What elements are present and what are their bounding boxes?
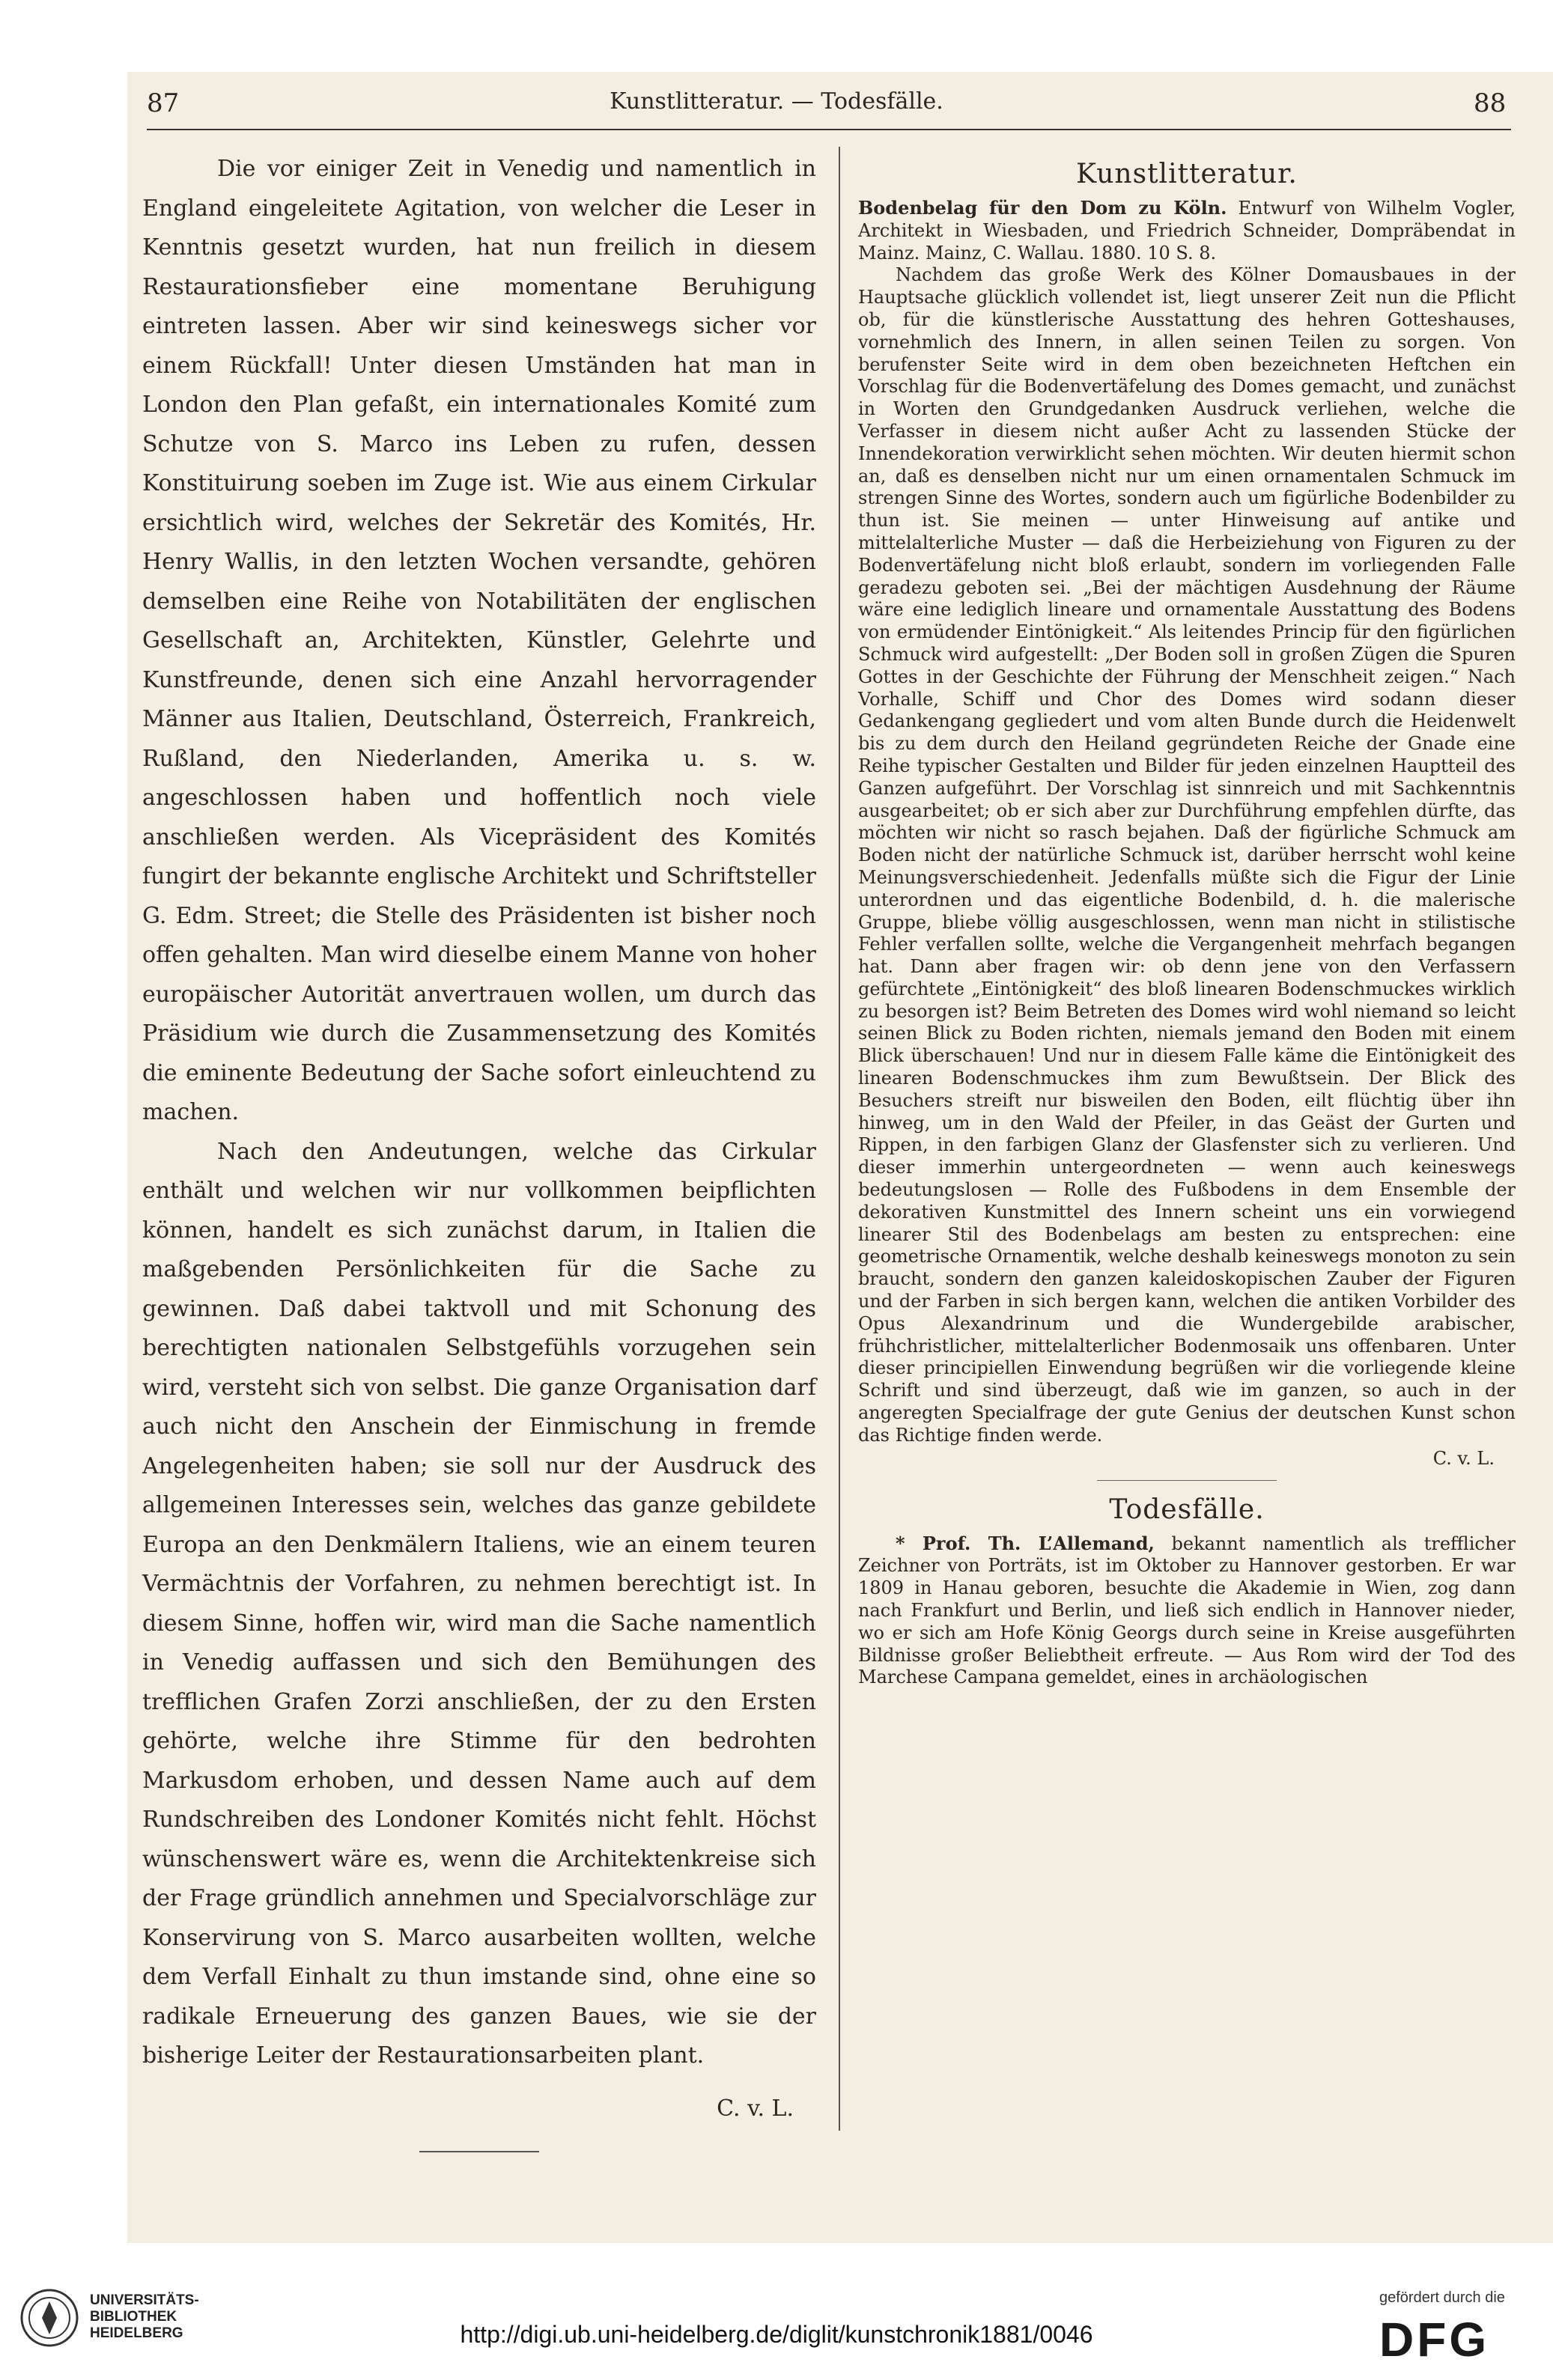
right-column bbox=[858, 150, 1516, 1689]
header-rule bbox=[147, 129, 1511, 130]
section-title-todesfaelle: Todesfälle. bbox=[1109, 1494, 1265, 1525]
dfg-logo: DFG bbox=[1379, 2313, 1490, 2367]
left-end-rule bbox=[419, 2151, 539, 2152]
library-name-line-2: BIBLIOTHEK bbox=[90, 2309, 177, 2325]
review-entry-biblio: Entwurf von Wilhelm Vogler, Architekt in Wiesbaden, und Friedrich Schneider, Dompräbendat in Mainz. Mainz, C. Wallau. 1880. 10 S. 8. bbox=[858, 198, 1516, 264]
column-divider bbox=[839, 147, 840, 2131]
funding-note: gefördert durch die bbox=[1379, 2289, 1505, 2306]
library-name-line-1: UNIVERSITÄTS- bbox=[90, 2292, 199, 2308]
left-paragraph-1: Die vor einiger Zeit in Venedig und namentlich in England eingeleitete Agitation, von welcher die Leser in Kenntnis gesetzt wurden, hat nun freilich in diesem Restaurationsfieber eine momentane Beruhigung eintreten lassen. Aber wir sind keineswegs sicher vor einem Rückfall! Unter diesen Umständen hat man in London den Plan gefaßt, ein internationales Komité zum Schutze von S. Marco ins Leben zu rufen, dessen Konstituirung soeben im Zuge ist. Wie aus einem Cirkular ersichtlich wird, welches der Sekretär des Komités, Hr. Henry Wallis, in den letzten Wochen versandte, gehören demselben eine Reihe von Notabilitäten der englischen Gesellschaft an, Architekten, Künstler, Gelehrte und Kunstfreunde, denen sich eine Anzahl hervorragender Männer aus Italien, Deutschland, Österreich, Frankreich, Rußland, den Niederlanden, Amerika u. s. w. angeschlossen haben und hoffentlich noch viele anschließen werden. Als Vicepräsident des Komités fungirt der bekannte englische Architekt und Schriftsteller G. Edm. Street; die Stelle des Präsidenten ist bisher noch offen gehalten. Man wird dieselbe einem Manne von hoher europäischer Autorität anvertrauen wollen, um durch das Präsidium wie durch die Zusammensetzung des Komités die eminente Bedeutung der Sache sofort einleuchtend zu machen. bbox=[142, 156, 816, 1125]
review-paragraph: Nachdem das große Werk des Kölner Domausbaues in der Hauptsache glücklich vollendet ist, liegt unserer Zeit nun die Pflicht ob, für die künstlerische Ausstattung des hehren Gotteshauses, vornehmlich des Innern, in allen seinen Teilen zu sorgen. Von berufenster Seite wird in dem oben bezeichneten Heftchen ein Vorschlag für die Bodenvertäfelung des Domes gemacht, und zunächst in Worten den Grundgedanken Ausdruck verliehen, welche die Verfasser in diesem nicht außer Acht zu lassenden Stücke der Innendekoration verwirklicht sehen möchten. Wir deuten hiermit schon an, daß es denselben nicht nur um einen ornamentalen Schmuck im strengen Sinne des Wortes, sondern auch um figürliche Bodenbilder zu thun ist. Sie meinen — unter Hinweisung auf antike und mittelalterliche Muster — daß die Herbeiziehung von Figuren zu der Bodenvertäfelung nicht bloß erlaubt, sondern im vorliegenden Falle geradezu geboten sei. „Bei der mächtigen Ausdehnung der Räume wäre eine lediglich lineare und ornamentale Ausstattung des Bodens von ermüdender Eintönigkeit.“ Als leitendes Princip für den figürlichen Schmuck wird aufgestellt: „Der Boden soll in großen Zügen die Spuren Gottes in der Geschichte der Führung der Menschheit zeigen.“ Nach Vorhalle, Schiff und Chor des Domes wird sodann dieser Gedankengang gegliedert und vom alten Bunde durch die Heidenwelt bis zu dem durch den Heiland gegründeten Reiche der Gnade eine Reihe typischer Gestalten und Bilder für jeden einzelnen Hauptteil des Ganzen aufgeführt. Der Vorschlag ist sinnreich und mit Sachkenntnis ausgearbeitet; ob er sich aber zur Durchführung empfehlen dürfte, das möchten wir nicht so rasch bejahen. Daß der figürliche Schmuck am Boden nicht der natürliche Schmuck ist, darüber herrscht wohl keine Meinungsverschiedenheit. Jedenfalls müßte sich die Figur der Linie unterordnen und das eigentliche Bodenbild, d. h. die malerische Gruppe, bliebe völlig ausgeschlossen, wenn man nicht in stilistische Fehler verfallen sollte, welche die Vergangenheit mehrfach begangen hat. Dann aber fragen wir: ob denn jene von den Verfassern gefürchtete „Eintönigkeit“ des bloß linearen Bodenschmuckes wirklich zu besorgen ist? Beim Betreten des Domes wird wohl niemand so leicht seinen Blick zu Boden richten, niemals jemand den Boden mit einem Blick überschauen! Und nur in diesem Falle käme die Eintönigkeit des linearen Bodenschmuckes ihm zum Bewußtsein. Der Blick des Besuchers streift nur bisweilen den Boden, eilt flüchtig über ihn hinweg, um in den Wald der Pfeiler, in das Geäst der Gurten und Rippen, in den farbigen Glanz der Glasfenster sich zu verlieren. Und dieser immerhin untergeordneten — wenn auch keineswegs bedeutungslosen — Rolle des Fußbodens in dem Ensemble der dekorativen Kunstmittel des Innern scheint uns ein vorwiegend linearer Stil des Bodenbelags am besten zu entsprechen: eine geometrische Ornamentik, welche deshalb keineswegs monoton zu sein braucht, sondern den ganzen kaleidoskopischen Zauber der Figuren und der Farben in sich bergen kann, welchen die antiken Vorbilder des Opus Alexandrinum und die Wundergebilde arabischer, frühchristlicher, mittelalterlicher Bodenmosaik uns offenbaren. Unter dieser principiellen Einwendung begrüßen wir die vorliegende kleine Schrift und sind überzeugt, daß wie im ganzen, so auch in der angeregten Specialfrage der gute Genius der deutschen Kunst schon das Richtige finden werde. bbox=[858, 264, 1516, 1446]
page-number-left: 87 bbox=[147, 88, 180, 118]
digitization-footer bbox=[0, 2259, 1553, 2380]
obituary-name: * Prof. Th. L’Allemand, bbox=[896, 1532, 1155, 1554]
review-entry-title: Bodenbelag für den Dom zu Köln. bbox=[858, 197, 1227, 219]
running-header: Kunstlitteratur. — Todesfälle. bbox=[610, 88, 943, 115]
left-paragraph-2: Nach den Andeutungen, welche das Cirkular enthält und welchen wir nur vollkommen beipflichten können, handelt es sich zunächst darum, in Italien die maßgebenden Persönlichkeiten für die Sache zu gewinnen. Daß dabei taktvoll und mit Schonung des berechtigten nationalen Selbstgefühls vorzugehen sein wird, versteht sich von selbst. Die ganze Organisation darf auch nicht den Anschein der Einmischung in fremde Angelegenheiten haben; sie soll nur der Ausdruck des allgemeinen Interesses sein, welches das ganze gebildete Europa an den Denkmälern Italiens, wie an einem teuren Vermächtnis der Vorfahren, zu nehmen berechtigt ist. In diesem Sinne, hoffen wir, wird man die Sache namentlich in Venedig auffassen und sich den Bemühungen des trefflichen Grafen Zorzi anschließen, der zu den Ersten gehörte, welche ihre Stimme für den bedrohten Markusdom erhoben, und dessen Name auch auf dem Rundschreiben des Londoner Komités nicht fehlt. Höchst wünschenswert wäre es, wenn die Architektenkreise sich der Frage gründlich annehmen und Specialvorschläge zur Konservirung von S. Marco ausarbeiten wollten, welche dem Verfall Einhalt zu thun imstande sind, ohne eine so radikale Erneuerung des ganzen Baues, wie sie der bisherige Leiter der Restaurationsarbeiten plant. bbox=[142, 1138, 816, 2069]
left-signature: C. v. L. bbox=[717, 2095, 794, 2122]
library-name-line-3: HEIDELBERG bbox=[90, 2325, 183, 2341]
review-signature: C. v. L. bbox=[1432, 1447, 1495, 1469]
section-title-kunstlitteratur: Kunstlitteratur. bbox=[1076, 159, 1298, 189]
source-url-link[interactable]: http://digi.ub.uni-heidelberg.de/diglit/kunstchronik1881/0046 bbox=[460, 2321, 1093, 2348]
review-entry-header bbox=[858, 197, 1516, 264]
page-number-right: 88 bbox=[1474, 88, 1507, 118]
obituary-text: bekannt namentlich als trefflicher Zeichner von Porträts, ist im Oktober zu Hannover gestorben. Er war 1809 in Hanau geboren, besuchte die Akademie in Wien, zog dann nach Frankfurt und Berlin, und ließ sich endlich in Hannover nieder, wo er sich am Hofe König Georgs durch seine in Kreise ausgeführten Bildnisse großer Beliebtheit erfreute. — Aus Rom wird der Tod des Marchese Campana gemeldet, eines in archäologischen bbox=[858, 1533, 1516, 1688]
left-column bbox=[142, 150, 816, 2152]
section-rule bbox=[1097, 1480, 1277, 1481]
obituary-paragraph bbox=[858, 1533, 1516, 1690]
